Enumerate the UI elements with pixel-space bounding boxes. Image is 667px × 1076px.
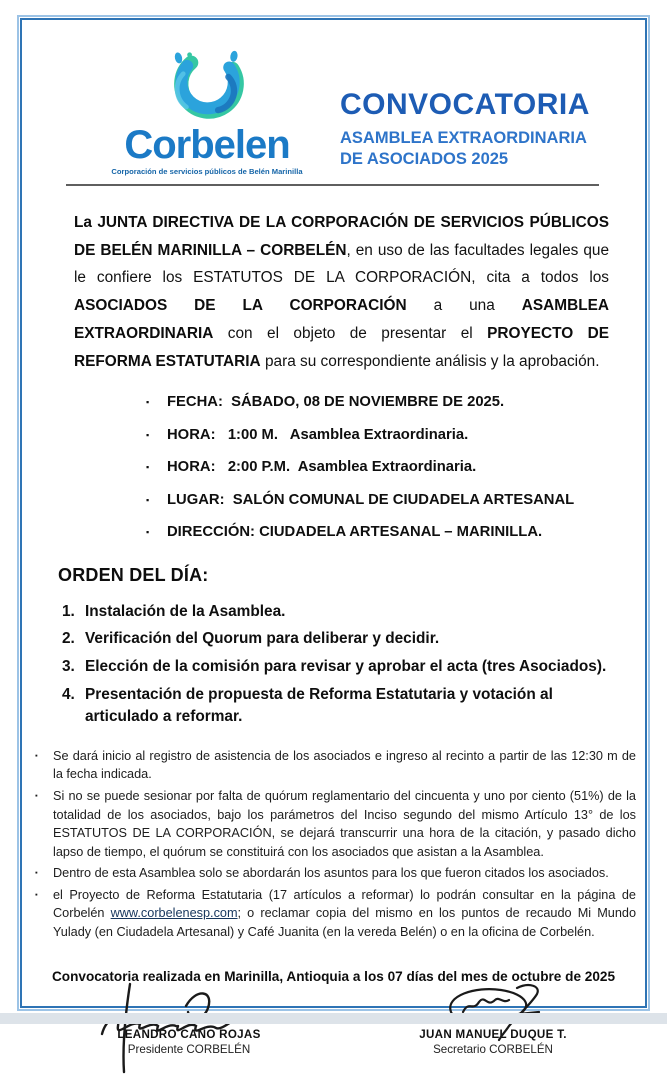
agenda-heading: ORDEN DEL DÍA: [58,564,209,585]
intro-segment: con el objeto de presentar el [213,324,488,342]
intro-segment: a una [406,297,522,315]
intro-segment: La JUNTA DIRECTIVA DE LA CORPORACIÓN DE SERVICIOS PÚBLICOS DE BELÉN MARINILLA – CORBELÉN [74,214,609,259]
detail-text: LUGAR: SALÓN COMUNAL DE CIUDADELA ARTESANAL [167,491,575,508]
detail-item-fecha [146,392,645,413]
note-text: Si no se puede sesionar por falta de quórum reglamentario del cincuenta y uno por ciento (51%) de la totalidad de los asociados, bajo los parámetros del Inciso segundo del mismo Artículo 13° de los ESTATUTOS DE LA CORPORACIÓN, se dejará transcurrir una hora de la citación, y pasado dicho lapso de tiempo, el quórum se constituirá con los asociados que asistan a la Asamblea. [53,789,636,859]
logo-wordmark: Corbelen [124,123,290,167]
agenda-item-number: 3. [62,658,75,676]
square-bullet-icon: ▪ [146,527,150,538]
agenda-item-text: Instalación de la Asamblea. [85,602,286,620]
logo-tagline: Corporación de servicios públicos de Belén Marinilla [111,167,303,176]
note-item-asuntos [32,864,636,883]
agenda-item-text: Presentación de propuesta de Reforma Estatutaria y votación al articulado a reformar. [85,686,553,726]
event-details-list [146,392,645,543]
intro-paragraph [74,209,609,375]
header-divider [66,184,599,186]
document-header [22,20,645,176]
intro-segment: PROYECTO DE REFORMA ESTATUTARIA [74,324,609,370]
closing-line: Convocatoria realizada en Marinilla, Antioquia a los 07 días del mes de octubre de 2025 [51,969,616,985]
square-bullet-icon: ▪ [35,868,38,878]
signatory-role: Secretario CORBELÉN [433,1043,553,1057]
intro-segment: ASAMBLEA EXTRAORDINARIA [74,297,609,342]
detail-item-hora-2 [146,457,645,478]
detail-text: DIRECCIÓN: CIUDADELA ARTESANAL – MARINILLA. [167,524,543,541]
agenda-item-text: Elección de la comisión para revisar y aprobar el acta (tres Asociados). [85,658,607,676]
signature-block-secretary [393,1028,593,1056]
page-frame-inner [20,18,647,1057]
note-text: Se dará inicio al registro de asistencia de los asociados e ingreso al recinto a partir de las 12:30 m de la fecha indicada. [53,748,636,782]
signatory-name: JUAN MANUEL DUQUE T. [419,1028,567,1042]
agenda-item-text: Verificación del Quorum para deliberar y decidir. [85,630,440,648]
intro-segment: para su correspondiente análisis y la aprobación. [260,352,600,370]
square-bullet-icon: ▪ [35,889,38,899]
fine-print-notes-list [32,747,636,941]
detail-text: HORA: 1:00 M. Asamblea Extraordinaria. [167,426,469,443]
agenda-item-number: 4. [62,686,75,704]
detail-item-hora-1 [146,425,645,446]
agenda-item-4 [62,684,611,728]
intro-segment: , en uso de las facultades legales que le confiere los ESTATUTOS DE LA CORPORACIÓN, cita a todos los [74,241,610,287]
square-bullet-icon: ▪ [35,791,38,801]
signatory-role: Presidente CORBELÉN [127,1043,251,1057]
detail-item-direccion [146,522,645,543]
subtitle-line-1: ASAMBLEA EXTRAORDINARIA [340,129,587,147]
agenda-item-number: 2. [62,630,75,648]
detail-text: FECHA: SÁBADO, 08 DE NOVIEMBRE DE 2025. [167,394,505,411]
page-frame-outer [17,15,650,1057]
water-splash-logo-icon [136,50,278,126]
subtitle-line-2: DE ASOCIADOS 2025 [340,150,509,169]
agenda-item-1 [62,601,611,623]
detail-text: HORA: 2:00 P.M. Asamblea Extraordinaria. [167,459,477,476]
note-text-segment: el Proyecto de Reforma Estatutaria (17 artículos a reformar) lo podrán consultar en la página de Corbelén [53,887,636,921]
square-bullet-icon: ▪ [146,397,150,408]
agenda-list [62,601,611,728]
agenda-item-number: 1. [62,602,75,620]
square-bullet-icon: ▪ [146,429,150,440]
title-block [340,90,590,171]
square-bullet-icon: ▪ [35,750,38,760]
agenda-item-2 [62,628,611,650]
signature-block-president [94,1028,284,1056]
square-bullet-icon: ▪ [146,462,150,473]
note-text-segment: ; o reclamar copia del mismo en los puntos de recaudo Mi Mundo Yulady (en Ciudadela Artesanal) y Café Juanita (en la vereda Belén) o en la oficina de Corbelén. [53,906,637,939]
convocatoria-title: CONVOCATORIA [340,88,590,121]
note-text [53,886,636,942]
note-item-registro [32,747,636,784]
note-item-quorum [32,787,636,861]
note-text: Dentro de esta Asamblea solo se abordarán los asuntos para los que fueron citados los asociados. [53,866,609,881]
page-bottom-edge [0,1013,667,1024]
note-item-proyecto [32,886,636,942]
detail-item-lugar [146,490,645,511]
intro-segment: ASOCIADOS DE LA CORPORACIÓN [74,297,407,315]
corbelen-website-link[interactable]: www.corbelenesp.com [110,906,238,921]
agenda-item-3 [62,656,611,678]
square-bullet-icon: ▪ [146,494,150,505]
signatory-name: LEANDRO CANO ROJAS [117,1028,261,1042]
corbelen-logo [88,50,326,176]
